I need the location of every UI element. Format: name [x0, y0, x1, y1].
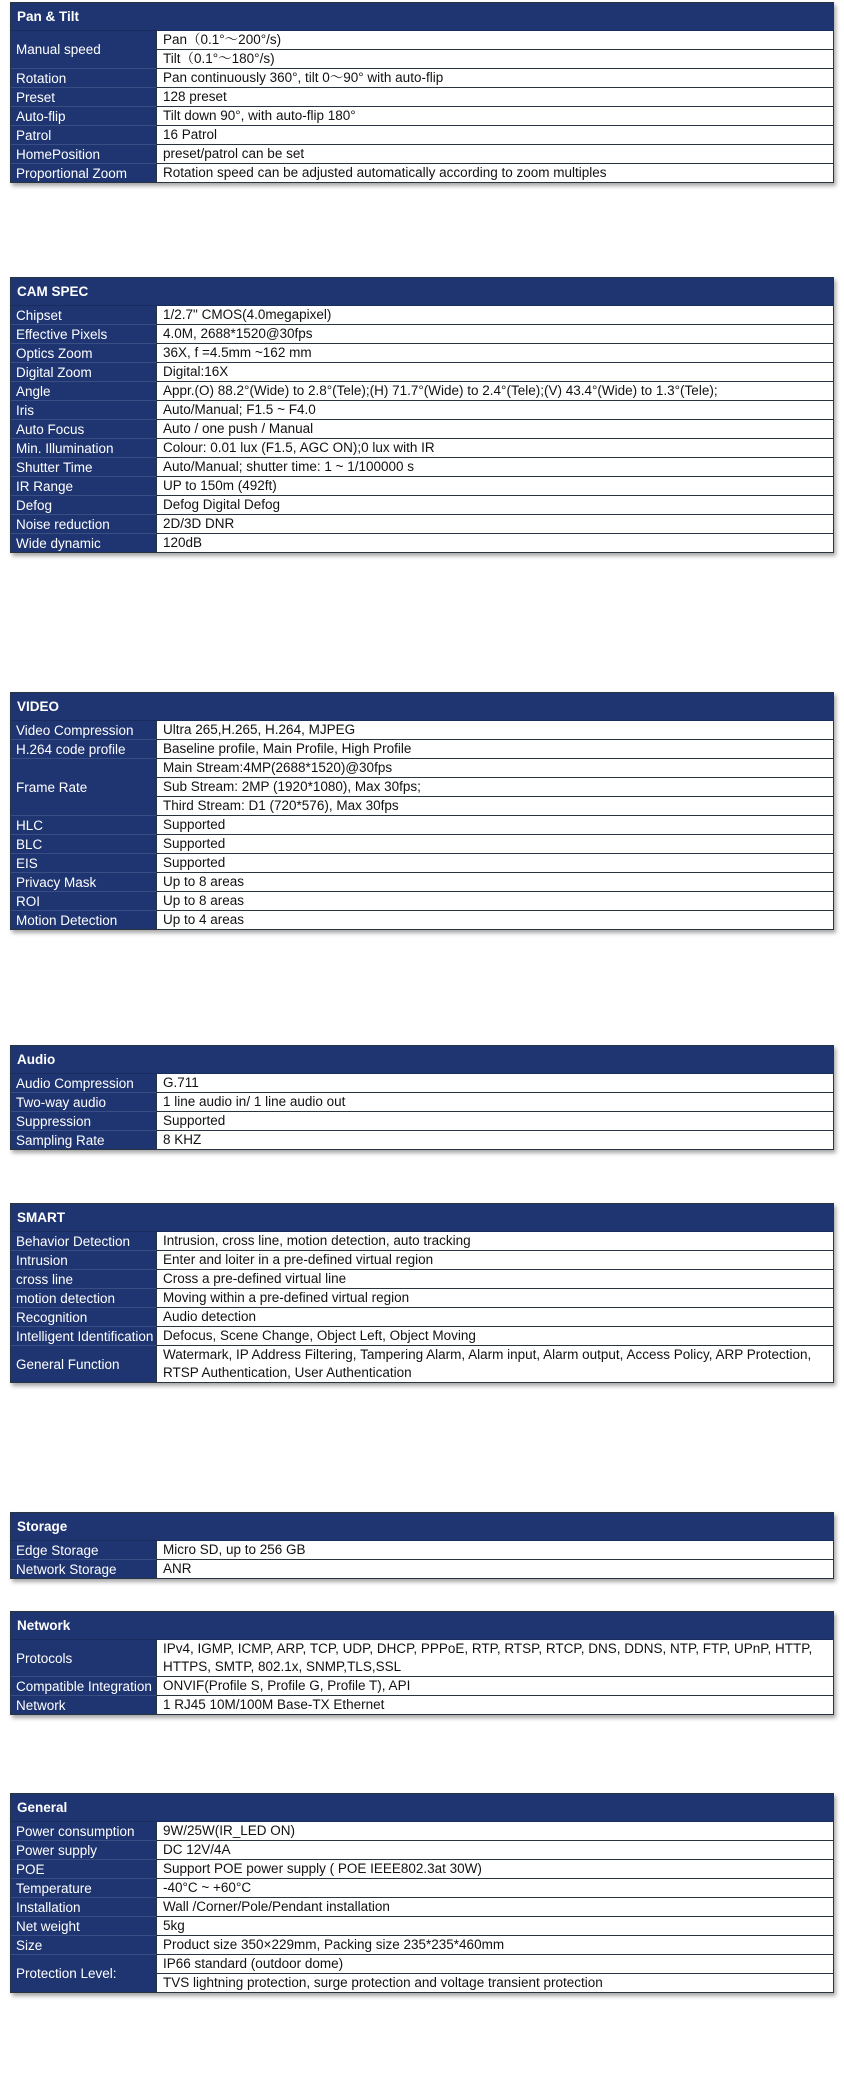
- spec-value: Pan continuously 360°, tilt 0～90° with auto-flip: [156, 69, 833, 88]
- section-cam-spec: [10, 277, 834, 553]
- spec-row: [11, 1677, 833, 1696]
- spec-label: Suppression: [11, 1112, 156, 1131]
- spec-row: [11, 1898, 833, 1917]
- section-title: VIDEO: [11, 693, 833, 721]
- spec-row: [11, 164, 833, 182]
- spec-label: Angle: [11, 382, 156, 401]
- spec-value: Up to 4 areas: [156, 911, 833, 929]
- spec-label: Network Storage: [11, 1560, 156, 1578]
- spec-row: [11, 873, 833, 892]
- spec-row: [11, 69, 833, 88]
- spec-row: [11, 126, 833, 145]
- spec-row: [11, 88, 833, 107]
- spec-row: [11, 1346, 833, 1382]
- spec-value: Third Stream: D1 (720*576), Max 30fps: [156, 797, 833, 816]
- spec-row: [11, 1696, 833, 1714]
- spec-label: Power supply: [11, 1841, 156, 1860]
- spec-label: Edge Storage: [11, 1541, 156, 1560]
- spec-value: DC 12V/4A: [156, 1841, 833, 1860]
- spec-label: Effective Pixels: [11, 325, 156, 344]
- spec-row: [11, 1879, 833, 1898]
- spec-label: BLC: [11, 835, 156, 854]
- spec-value: Up to 8 areas: [156, 873, 833, 892]
- spec-row: [11, 1131, 833, 1149]
- spec-row: [11, 363, 833, 382]
- spec-label: Noise reduction: [11, 515, 156, 534]
- spec-label: Patrol: [11, 126, 156, 145]
- spec-value: UP to 150m (492ft): [156, 477, 833, 496]
- spec-label: Proportional Zoom: [11, 164, 156, 182]
- spec-value: Moving within a pre-defined virtual region: [156, 1289, 833, 1308]
- spec-value: Digital:16X: [156, 363, 833, 382]
- spec-row: [11, 1093, 833, 1112]
- spec-row: [11, 1112, 833, 1131]
- spec-row: [11, 911, 833, 929]
- spec-value: Sub Stream: 2MP (1920*1080), Max 30fps;: [156, 778, 833, 797]
- spec-label: EIS: [11, 854, 156, 873]
- spec-value: 1 line audio in/ 1 line audio out: [156, 1093, 833, 1112]
- spec-value: Auto/Manual; F1.5 ~ F4.0: [156, 401, 833, 420]
- spec-label: Chipset: [11, 306, 156, 325]
- spec-row: [11, 740, 833, 759]
- spec-value: 2D/3D DNR: [156, 515, 833, 534]
- spec-value: preset/patrol can be set: [156, 145, 833, 164]
- spec-label: Wide dynamic: [11, 534, 156, 552]
- spec-value: TVS lightning protection, surge protection and voltage transient protection: [156, 1974, 833, 1992]
- section-network: [10, 1611, 834, 1715]
- spec-label: Min. Illumination: [11, 439, 156, 458]
- spec-label: Two-way audio: [11, 1093, 156, 1112]
- spec-row: [11, 306, 833, 325]
- spec-value: 128 preset: [156, 88, 833, 107]
- spec-value: Cross a pre-defined virtual line: [156, 1270, 833, 1289]
- spec-row: [11, 1917, 833, 1936]
- spec-row: [11, 420, 833, 439]
- spec-row: [11, 401, 833, 420]
- spec-row: [11, 107, 833, 126]
- spec-row: [11, 496, 833, 515]
- spec-value: 4.0M, 2688*1520@30fps: [156, 325, 833, 344]
- spec-label: Auto Focus: [11, 420, 156, 439]
- spec-label: POE: [11, 1860, 156, 1879]
- spec-label: Power consumption: [11, 1822, 156, 1841]
- spec-value: 36X, f =4.5mm ~162 mm: [156, 344, 833, 363]
- spec-value: ANR: [156, 1560, 833, 1578]
- spec-value: Watermark, IP Address Filtering, Tampering Alarm, Alarm input, Alarm output, Access Policy, ARP Protection, RTSP Authentication, User Authentication: [156, 1346, 833, 1382]
- section-storage: [10, 1512, 834, 1579]
- spec-row: [11, 534, 833, 552]
- spec-label: Size: [11, 1936, 156, 1955]
- spec-value: Up to 8 areas: [156, 892, 833, 911]
- spec-row: [11, 1560, 833, 1578]
- spec-label: Intelligent Identification: [11, 1327, 156, 1346]
- spec-label: Intrusion: [11, 1251, 156, 1270]
- spec-label: ROI: [11, 892, 156, 911]
- spec-row: [11, 382, 833, 401]
- spec-label: Iris: [11, 401, 156, 420]
- spec-label: Video Compression: [11, 721, 156, 740]
- spec-value: 9W/25W(IR_LED ON): [156, 1822, 833, 1841]
- spec-value: IP66 standard (outdoor dome): [156, 1955, 833, 1974]
- spec-row: [11, 477, 833, 496]
- spec-value: Defocus, Scene Change, Object Left, Object Moving: [156, 1327, 833, 1346]
- spec-value: Appr.(O) 88.2°(Wide) to 2.8°(Tele);(H) 71.7°(Wide) to 2.4°(Tele);(V) 43.4°(Wide) to 1.3°(Tele);: [156, 382, 833, 401]
- spec-label: Optics Zoom: [11, 344, 156, 363]
- spec-row: [11, 325, 833, 344]
- spec-value: Product size 350×229mm, Packing size 235*235*460mm: [156, 1936, 833, 1955]
- spec-value: Rotation speed can be adjusted automatically according to zoom multiples: [156, 164, 833, 182]
- section-title: SMART: [11, 1204, 833, 1232]
- spec-label: Sampling Rate: [11, 1131, 156, 1149]
- spec-row: [11, 515, 833, 534]
- spec-value: Audio detection: [156, 1308, 833, 1327]
- spec-label: Behavior Detection: [11, 1232, 156, 1251]
- spec-label: Auto-flip: [11, 107, 156, 126]
- spec-value: Micro SD, up to 256 GB: [156, 1541, 833, 1560]
- section-pan-tilt: [10, 2, 834, 183]
- spec-value: 1/2.7" CMOS(4.0megapixel): [156, 306, 833, 325]
- section-general: [10, 1793, 834, 1993]
- section-title: General: [11, 1794, 833, 1822]
- spec-label: Rotation: [11, 69, 156, 88]
- spec-value: Tilt（0.1°～180°/s): [156, 50, 833, 69]
- spec-label: Audio Compression: [11, 1074, 156, 1093]
- spec-label: General Function: [11, 1346, 156, 1382]
- spec-row: [11, 854, 833, 873]
- spec-row: [11, 1289, 833, 1308]
- spec-row: [11, 458, 833, 477]
- spec-value: Pan（0.1°～200°/s): [156, 31, 833, 50]
- spec-row: [11, 1936, 833, 1955]
- spec-row: [11, 1327, 833, 1346]
- section-video: [10, 692, 834, 930]
- spec-label: Installation: [11, 1898, 156, 1917]
- spec-row: [11, 1841, 833, 1860]
- spec-row: [11, 1251, 833, 1270]
- spec-row: [11, 1822, 833, 1841]
- spec-value: Supported: [156, 816, 833, 835]
- spec-value: Auto / one push / Manual: [156, 420, 833, 439]
- spec-value: Baseline profile, Main Profile, High Profile: [156, 740, 833, 759]
- spec-label: Defog: [11, 496, 156, 515]
- spec-row: [11, 1270, 833, 1289]
- spec-value: 1 RJ45 10M/100M Base-TX Ethernet: [156, 1696, 833, 1714]
- spec-label: Digital Zoom: [11, 363, 156, 382]
- spec-value: IPv4, IGMP, ICMP, ARP, TCP, UDP, DHCP, PPPoE, RTP, RTSP, RTCP, DNS, DDNS, NTP, FTP, UPnP, HTTP, HTTPS, SMTP, 802.1x, SNMP,TLS,SSL: [156, 1640, 833, 1677]
- spec-value: Intrusion, cross line, motion detection, auto tracking: [156, 1232, 833, 1251]
- section-title: Pan & Tilt: [11, 3, 833, 31]
- spec-label: Shutter Time: [11, 458, 156, 477]
- spec-value: Supported: [156, 835, 833, 854]
- spec-value: Auto/Manual; shutter time: 1 ~ 1/100000 s: [156, 458, 833, 477]
- spec-row: [11, 721, 833, 740]
- spec-row: [11, 816, 833, 835]
- spec-label: Manual speed: [11, 31, 156, 69]
- spec-value: G.711: [156, 1074, 833, 1093]
- spec-label: Motion Detection: [11, 911, 156, 929]
- spec-label: Protocols: [11, 1640, 156, 1677]
- section-audio: [10, 1045, 834, 1150]
- spec-label: Recognition: [11, 1308, 156, 1327]
- spec-label: motion detection: [11, 1289, 156, 1308]
- spec-label: Net weight: [11, 1917, 156, 1936]
- spec-row: [11, 1955, 833, 1992]
- section-smart: [10, 1203, 834, 1383]
- spec-value: Supported: [156, 1112, 833, 1131]
- spec-label: Protection Level:: [11, 1955, 156, 1992]
- spec-row: [11, 759, 833, 816]
- spec-label: HomePosition: [11, 145, 156, 164]
- spec-row: [11, 439, 833, 458]
- spec-row: [11, 145, 833, 164]
- spec-label: Preset: [11, 88, 156, 107]
- section-title: Audio: [11, 1046, 833, 1074]
- spec-value: 16 Patrol: [156, 126, 833, 145]
- spec-label: Compatible Integration: [11, 1677, 156, 1696]
- spec-label: IR Range: [11, 477, 156, 496]
- spec-value: Tilt down 90°, with auto-flip 180°: [156, 107, 833, 126]
- spec-row: [11, 1640, 833, 1677]
- spec-value: ONVIF(Profile S, Profile G, Profile T), API: [156, 1677, 833, 1696]
- spec-value: Main Stream:4MP(2688*1520)@30fps: [156, 759, 833, 778]
- spec-label: cross line: [11, 1270, 156, 1289]
- spec-value: 5kg: [156, 1917, 833, 1936]
- spec-label: HLC: [11, 816, 156, 835]
- spec-row: [11, 892, 833, 911]
- spec-row: [11, 344, 833, 363]
- spec-value: Supported: [156, 854, 833, 873]
- spec-value: Wall /Corner/Pole/Pendant installation: [156, 1898, 833, 1917]
- spec-row: [11, 1232, 833, 1251]
- spec-row: [11, 1541, 833, 1560]
- spec-value: -40°C ~ +60°C: [156, 1879, 833, 1898]
- spec-value: Ultra 265,H.265, H.264, MJPEG: [156, 721, 833, 740]
- spec-row: [11, 1308, 833, 1327]
- spec-row: [11, 835, 833, 854]
- spec-label: Network: [11, 1696, 156, 1714]
- spec-value: 120dB: [156, 534, 833, 552]
- spec-value: Defog Digital Defog: [156, 496, 833, 515]
- spec-value: Support POE power supply ( POE IEEE802.3at 30W): [156, 1860, 833, 1879]
- section-title: Network: [11, 1612, 833, 1640]
- spec-label: Temperature: [11, 1879, 156, 1898]
- spec-value: Colour: 0.01 lux (F1.5, AGC ON);0 lux with IR: [156, 439, 833, 458]
- spec-label: H.264 code profile: [11, 740, 156, 759]
- section-title: CAM SPEC: [11, 278, 833, 306]
- spec-row: [11, 31, 833, 69]
- section-title: Storage: [11, 1513, 833, 1541]
- spec-label: Frame Rate: [11, 759, 156, 816]
- spec-value: Enter and loiter in a pre-defined virtual region: [156, 1251, 833, 1270]
- spec-row: [11, 1860, 833, 1879]
- spec-row: [11, 1074, 833, 1093]
- spec-value: 8 KHZ: [156, 1131, 833, 1149]
- spec-label: Privacy Mask: [11, 873, 156, 892]
